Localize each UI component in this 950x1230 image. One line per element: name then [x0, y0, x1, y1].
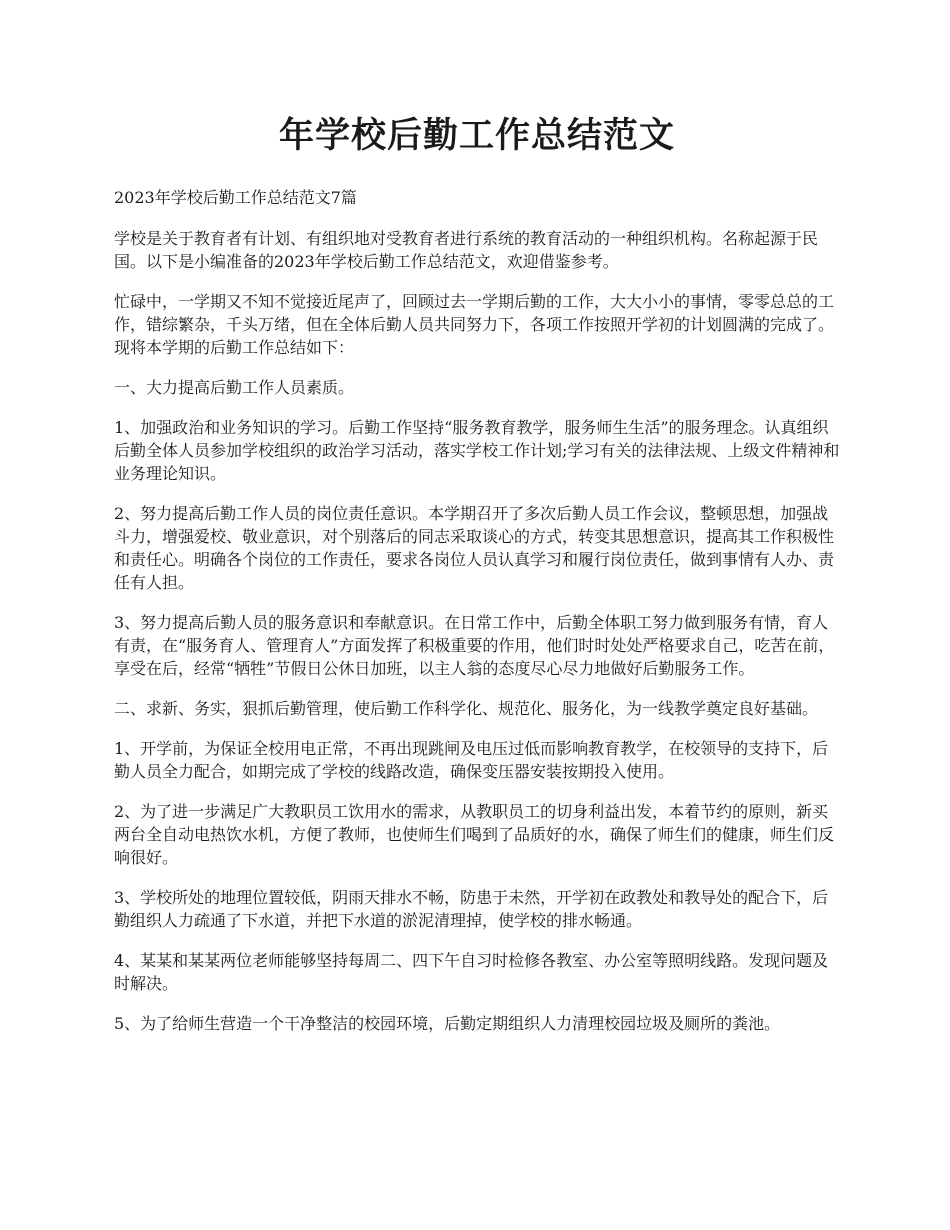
section-1-item-1: 1、加强政治和业务知识的学习。后勤工作坚持“服务教育教学，服务师生生活”的服务理念。认真组织后勤全体人员参加学校组织的政治学习活动，落实学校工作计划;学习有关的法律法规、上级文件精神和业务理论知识。 — [114, 418, 840, 483]
section-1-item-2: 2、努力提高后勤工作人员的岗位责任意识。本学期召开了多次后勤人员工作会议，整顿思想，加强战斗力，增强爱校、敬业意识，对个别落后的同志采取谈心的方式，转变其思想意识，提高其工作积极性和责任心。明确各个岗位的工作责任，要求各岗位人员认真学习和履行岗位责任，做到事情有人办、责任有人担。 — [114, 504, 835, 592]
intro-paragraph: 学校是关于教育者有计划、有组织地对受教育者进行系统的教育活动的一种组织机构。名称起源于民国。以下是小编准备的2023年学校后勤工作总结范文，欢迎借鉴参考。 — [114, 229, 819, 271]
section-2-item-3: 3、学校所处的地理位置较低，阴雨天排水不畅，防患于未然，开学初在政教处和教导处的配合下，后勤组织人力疏通了下水道，并把下水道的淤泥清理掉，使学校的排水畅通。 — [114, 888, 829, 930]
section-1-item-3: 3、努力提高后勤人员的服务意识和奉献意识。在日常工作中，后勤全体职工努力做到服务有情，育人有责，在“服务育人、管理育人”方面发挥了积极重要的作用，他们时时处处严格要求自己，吃苦在前，享受在后，经常“牺牲”节假日公休日加班，以主人翁的态度尽心尽力地做好后勤服务工作。 — [114, 613, 835, 678]
section-2-item-1: 1、开学前，为保证全校用电正常，不再出现跳闸及电压过低而影响教育教学，在校领导的支持下，后勤人员全力配合，如期完成了学校的线路改造，确保变压器安装按期投入使用。 — [114, 739, 829, 781]
document-subtitle: 2023年学校后勤工作总结范文7篇 — [114, 188, 357, 207]
opening-paragraph: 忙碌中，一学期又不知不觉接近尾声了，回顾过去一学期后勤的工作，大大小小的事情，零零总总的工作，错综繁杂，千头万绪，但在全体后勤人员共同努力下，各项工作按照开学初的计划圆满的完成了。现将本学期的后勤工作总结如下： — [114, 292, 835, 357]
document-title: 年学校后勤工作总结范文 — [278, 115, 675, 156]
section-2-item-4: 4、某某和某某两位老师能够坚持每周二、四下午自习时检修各教室、办公室等照明线路。发现问题及时解决。 — [114, 951, 829, 993]
section-heading-2: 二、求新、务实，狠抓后勤管理，使后勤工作科学化、规范化、服务化，为一线教学奠定良好基础。 — [114, 699, 819, 718]
section-2-item-5: 5、为了给师生营造一个干净整洁的校园环境，后勤定期组织人力清理校园垃圾及厕所的粪池。 — [114, 1014, 781, 1033]
section-heading-1: 一、大力提高后勤工作人员素质。 — [114, 378, 355, 397]
section-2-item-2: 2、为了进一步满足广大教职员工饮用水的需求，从教职员工的切身利益出发，本着节约的原则，新买两台全自动电热饮水机，方便了教师，也使师生们喝到了品质好的水，确保了师生们的健康，师生们反响很好。 — [114, 802, 835, 867]
